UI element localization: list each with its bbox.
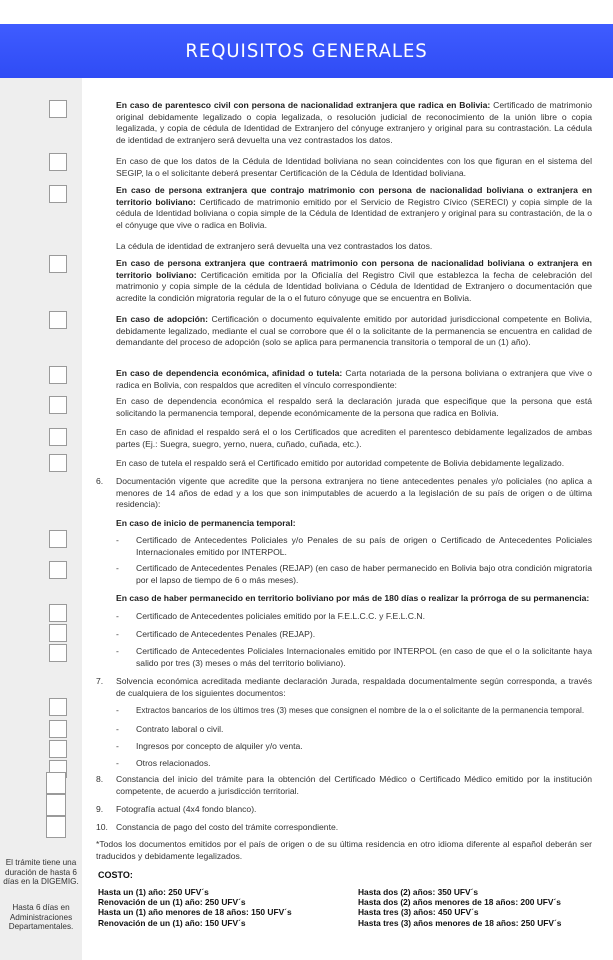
requirement-devolucion: La cédula de identidad de extranjero será devuelta una vez contrastados los datos.: [116, 241, 433, 251]
footnote: *Todos los documentos emitidos por el país de origen o de su última residencia en otro idioma diferente al español deberán ser traducidos y debidamente legalizados.: [96, 839, 592, 861]
checkbox[interactable]: [49, 698, 67, 716]
requirement-dependencia: En caso de dependencia económica, afinidad o tutela: Carta notariada de la persona boliviana o extranjera que vive o radica en Bolivia, con respaldos que acrediten el vínculo correspondiente:: [116, 368, 592, 390]
duration-note: El trámite tiene una duración de hasta 6 días en la DIGEMIG.: [3, 858, 79, 887]
bullet-dash: -: [116, 535, 119, 545]
requirement-parentesco: En caso de parentesco civil con persona de nacionalidad extranjera que radica en Bolivia: Certificado de matrimonio original debidamente legalizado o copia legalizada, o resolución judicial de reconocimiento de la unión libre o copia legalizada, y copia de cédula de Identidad de Extranjero del cónyuge extranjero y original para su contrastación. La cédula de identidad de extranjero será devuelta una vez contrastados los datos.: [116, 100, 592, 145]
checkbox[interactable]: [49, 530, 67, 548]
item-antecedentes: Documentación vigente que acredite que la persona extranjera no tiene antecedentes penales y/o policiales (no aplica a menores de 14 años de edad y a los que son inimputables de acuerdo a la legislación de su país de origen o de última residencia):: [116, 476, 592, 510]
checkbox[interactable]: [49, 720, 67, 738]
item-number: 7.: [96, 676, 104, 686]
checkbox[interactable]: [49, 366, 67, 384]
bullet-dash: -: [116, 758, 119, 768]
costo-line: Hasta un (1) año menores de 18 años: 150 UFV´s: [98, 907, 292, 918]
checkbox[interactable]: [46, 816, 66, 838]
requirement-matrimonio: En caso de persona extranjera que contrajo matrimonio con persona de nacionalidad boliviana o extranjera en territorio boliviano: Certificado de matrimonio emitido por el Servicio de Registro Cívico (SERECI) y copia simple de la cédula de Identidad boliviana o copia simple de la Cédula de Identidad de extranjero y original para su contrastación, de la o el cónyuge que vive o radica en Bolivia.: [116, 185, 592, 230]
checkbox[interactable]: [49, 561, 67, 579]
item-constancia-pago: Constancia de pago del costo del trámite correspondiente.: [116, 822, 339, 832]
list-item: Certificado de Antecedentes Penales (REJAP) (en caso de haber permanecido en Bolivia bajo otra condición migratoria por el lapso de tiempo de 6 o más meses).: [136, 563, 592, 585]
item-number: 9.: [96, 804, 104, 814]
costo-line: Hasta tres (3) años menores de 18 años: 250 UFV´s: [358, 917, 562, 928]
checkbox[interactable]: [49, 255, 67, 273]
header-banner: [0, 24, 613, 78]
list-item: Certificado de Antecedentes Penales (REJAP).: [136, 629, 316, 639]
costo-line: Hasta dos (2) años: 350 UFV´s: [358, 887, 479, 897]
checkbox[interactable]: [49, 311, 67, 329]
page-title: REQUISITOS GENERALES: [185, 40, 428, 62]
costo-line: Renovación de un (1) año: 150 UFV´s: [98, 917, 246, 928]
list-item: Extractos bancarios de los últimos tres (3) meses que consignen el nombre de la o el solicitante de la permanencia temporal.: [136, 706, 585, 715]
checkbox[interactable]: [49, 153, 67, 171]
requirement-dependencia-respaldo: En caso de dependencia económica el respaldo será la declaración jurada que especifique que la persona que está solicitando la permanencia temporal, depende económicamente de la persona que radica en Bolivia.: [116, 396, 592, 418]
department-note: Hasta 6 días en Administraciones Departamentales.: [8, 903, 74, 932]
checkbox[interactable]: [49, 644, 67, 662]
bullet-dash: -: [116, 705, 119, 715]
requirement-afinidad: En caso de afinidad el respaldo será el o los Certificados que acrediten el parentesco debidamente legalizados de ambas partes (Ej.: Suegra, suegro, yerno, nuera, cuñado, cuñada, etc.).: [116, 427, 592, 449]
checkbox[interactable]: [49, 454, 67, 472]
list-item: Ingresos por concepto de alquiler y/o venta.: [136, 741, 303, 751]
bullet-dash: -: [116, 629, 119, 639]
checkbox-column: [0, 78, 82, 960]
costo-line: Hasta un (1) año: 250 UFV´s: [98, 887, 209, 897]
costo-line: Hasta tres (3) años: 450 UFV´s: [358, 907, 479, 918]
checkbox[interactable]: [49, 396, 67, 414]
item-number: 8.: [96, 774, 104, 784]
bullet-dash: -: [116, 563, 119, 573]
costo-left-column: [98, 887, 348, 928]
checkbox[interactable]: [46, 794, 66, 816]
checkbox[interactable]: [49, 100, 67, 118]
costo-title: COSTO:: [98, 870, 133, 880]
requirement-tutela: En caso de tutela el respaldo será el Certificado emitido por autoridad competente de Bolivia debidamente legalizado.: [116, 458, 565, 468]
subheading-permanencia: En caso de haber permanecido en territorio boliviano por más de 180 días o realizar la prórroga de su permanencia:: [116, 593, 590, 603]
costo-line: Renovación de un (1) año: 250 UFV´s: [98, 897, 246, 908]
costo-right-column: [358, 887, 610, 928]
requirement-adopcion: En caso de adopción: Certificación o documento equivalente emitido por autoridad jurisdiccional competente en Bolivia, debidamente legalizado, mediante el cual se corrobore que él o la solicitante de la permanencia se encuentra en calidad de demandante del proceso de adopción (solo se aplica para permanencia transitoria o temporal de un (1) año).: [116, 314, 592, 348]
list-item: Contrato laboral o civil.: [136, 724, 224, 734]
item-certificado-medico: Constancia del inicio del trámite para la obtención del Certificado Médico o Certificado Médico emitido por la institución competente, de acuerdo a jurisdicción territorial.: [116, 774, 592, 796]
checkbox[interactable]: [49, 185, 67, 203]
list-item: Certificado de Antecedentes Policiales y/o Penales de su país de origen o Certificado de Antecedentes Policiales Internacionales emitido por INTERPOL.: [136, 535, 592, 557]
bullet-dash: -: [116, 646, 119, 656]
requirement-futuro-matrimonio: En caso de persona extranjera que contraerá matrimonio con persona de nacionalidad boliviana o extranjera en territorio boliviano: Certificación emitida por la Oficialía del Registro Civil que establezca la fecha de celebración del matrimonio y copia simple de la cédula de Identidad boliviana o Cédula de Identidad de Extranjero o documentación que acredite la condición migratoria regular de la o el futuro cónyuge que se encuentra en Bolivia.: [116, 258, 593, 303]
checkbox[interactable]: [49, 624, 67, 642]
item-number: 10.: [96, 822, 108, 832]
costo-line: Hasta dos (2) años menores de 18 años: 200 UFV´s: [358, 897, 561, 908]
top-white-strip: [0, 0, 613, 24]
bullet-dash: -: [116, 741, 119, 751]
checkbox[interactable]: [49, 428, 67, 446]
item-solvencia: Solvencia económica acreditada mediante declaración Jurada, respaldada documentalmente según corresponda, a través de cualquiera de los siguientes documentos:: [116, 676, 592, 698]
list-item: Certificado de Antecedentes Policiales Internacionales emitido por INTERPOL (en caso de que el o la solicitante haya salido por tres (3) meses o más del territorio boliviano).: [136, 646, 592, 668]
bullet-dash: -: [116, 611, 119, 621]
checkbox[interactable]: [46, 772, 66, 794]
checkbox[interactable]: [49, 740, 67, 758]
item-number: 6.: [96, 476, 104, 486]
requirement-segip: En caso de que los datos de la Cédula de Identidad boliviana no sean coincidentes con los que figuran en el sistema del SEGIP, la o el solicitante deberá presentar Certificación de la Cédula de Identidad boliviana.: [116, 156, 592, 178]
item-fotografia: Fotografía actual (4x4 fondo blanco).: [116, 804, 257, 814]
list-item: Certificado de Antecedentes policiales emitido por la F.E.L.C.C. y F.E.L.C.N.: [136, 611, 425, 621]
list-item: Otros relacionados.: [136, 758, 211, 768]
subheading-inicio: En caso de inicio de permanencia temporal:: [116, 518, 296, 528]
bullet-dash: -: [116, 724, 119, 734]
checkbox[interactable]: [49, 604, 67, 622]
